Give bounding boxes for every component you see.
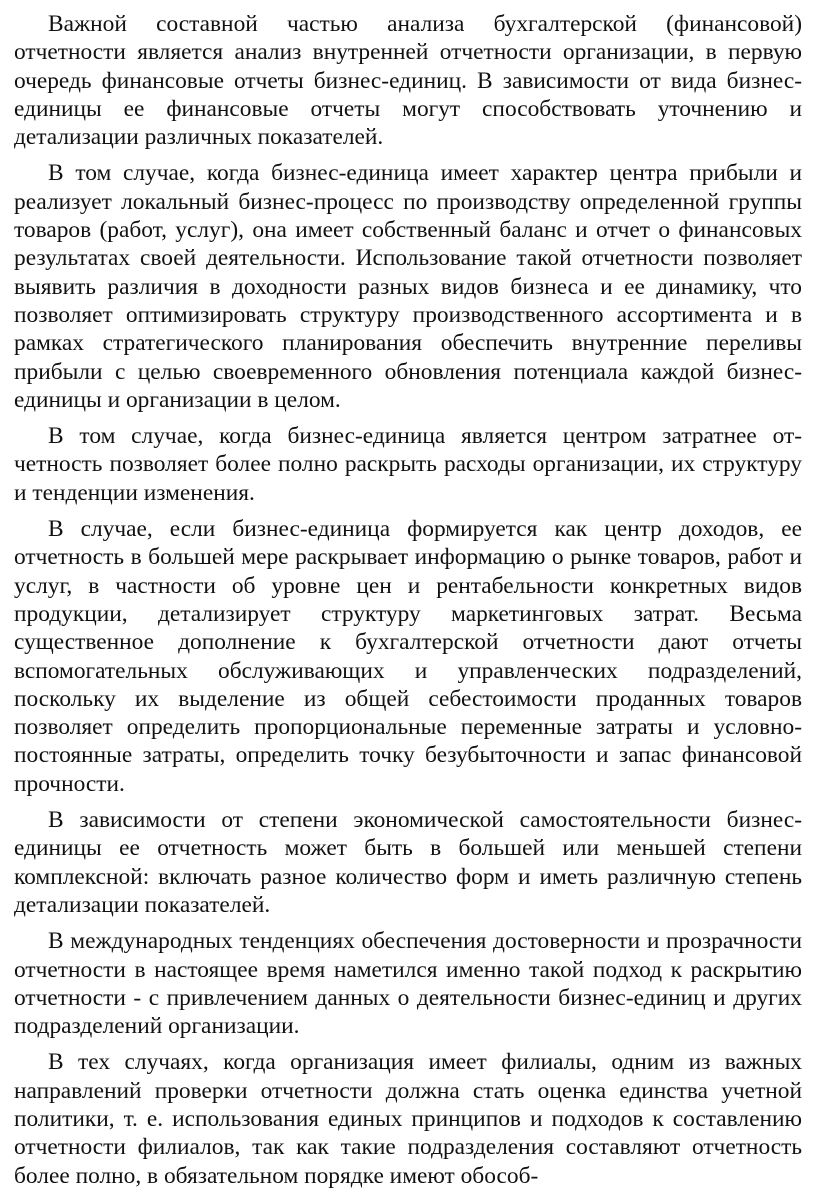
paragraph-internal-reporting-analysis: Важной составной частью анализа бухгалтерской (финансовой) отчетности является анализ внутренней отчетности организации, в первую очередь финансовые отчеты бизнес-единиц. В зависимости от вида бизнес-единицы ее финансовые отчеты могут способствовать уточнению и детализации различных показателей.: [14, 11, 802, 151]
paragraph-profit-center: В том случае, когда бизнес-единица имеет характер центра прибыли и реализует локальный бизнес-процесс по производству определенной группы товаров (работ, услуг), она имеет собственный баланс и отчет о финансовых результатах своей деятельности. Использование такой отчетности позволяет выявить различия в доходности разных видов бизнеса и ее динамику, что позволяет оптимизировать структуру производственного ассортимента и в рамках стратегического планирования обеспечить внутренние переливы прибыли с целью своевременного обновления потенциала каждой бизнес-единицы и организации в целом.: [14, 160, 802, 413]
paragraph-cost-center: В том случае, когда бизнес-единица является центром затратнее отчетность позволяет более полно раскрыть расходы организации, их структуру и тенденции изменения.: [14, 423, 802, 506]
paragraph-branches: В тех случаях, когда организация имеет филиалы, одним из важных направлений проверки отчетности должна стать оценка единства учетной политики, т. е. использования единых принципов и подходов к составлению отчетности филиалов, так как такие подразделения составляют отчетность более полно, в обязательном порядке имеют обособ-: [14, 1049, 802, 1189]
paragraph-revenue-center: В случае, если бизнес-единица формируется как центр доходов, ее отчетность в большей мере раскрывает информацию о рынке товаров, работ и услуг, в частности об уровне цен и рентабельности конкретных видов продукции, детализирует структуру маркетинговых затрат. Весьма существенное дополнение к бухгалтерской отчетности дают отчеты вспомогательных обслуживающих и управленческих подразделений, поскольку их выделение из общей себестоимости проданных товаров позволяет определить пропорциональные переменные затраты и условно-постоянные затраты, определить точку безубыточности и запас финансовой прочности.: [14, 516, 802, 797]
paragraph-economic-independence: В зависимости от степени экономической самостоятельности бизнес-единицы ее отчетность может быть в большей или меньшей степени комплексной: включать разное количество форм и иметь различную степень детализации показателей.: [14, 807, 802, 918]
paragraph-international-trends: В международных тенденциях обеспечения достоверности и прозрачности отчетности в настоящее время наметился именно такой подход к раскрытию отчетности - с привлечением данных о деятельности бизнес-единиц и других подразделений организации.: [14, 928, 802, 1040]
